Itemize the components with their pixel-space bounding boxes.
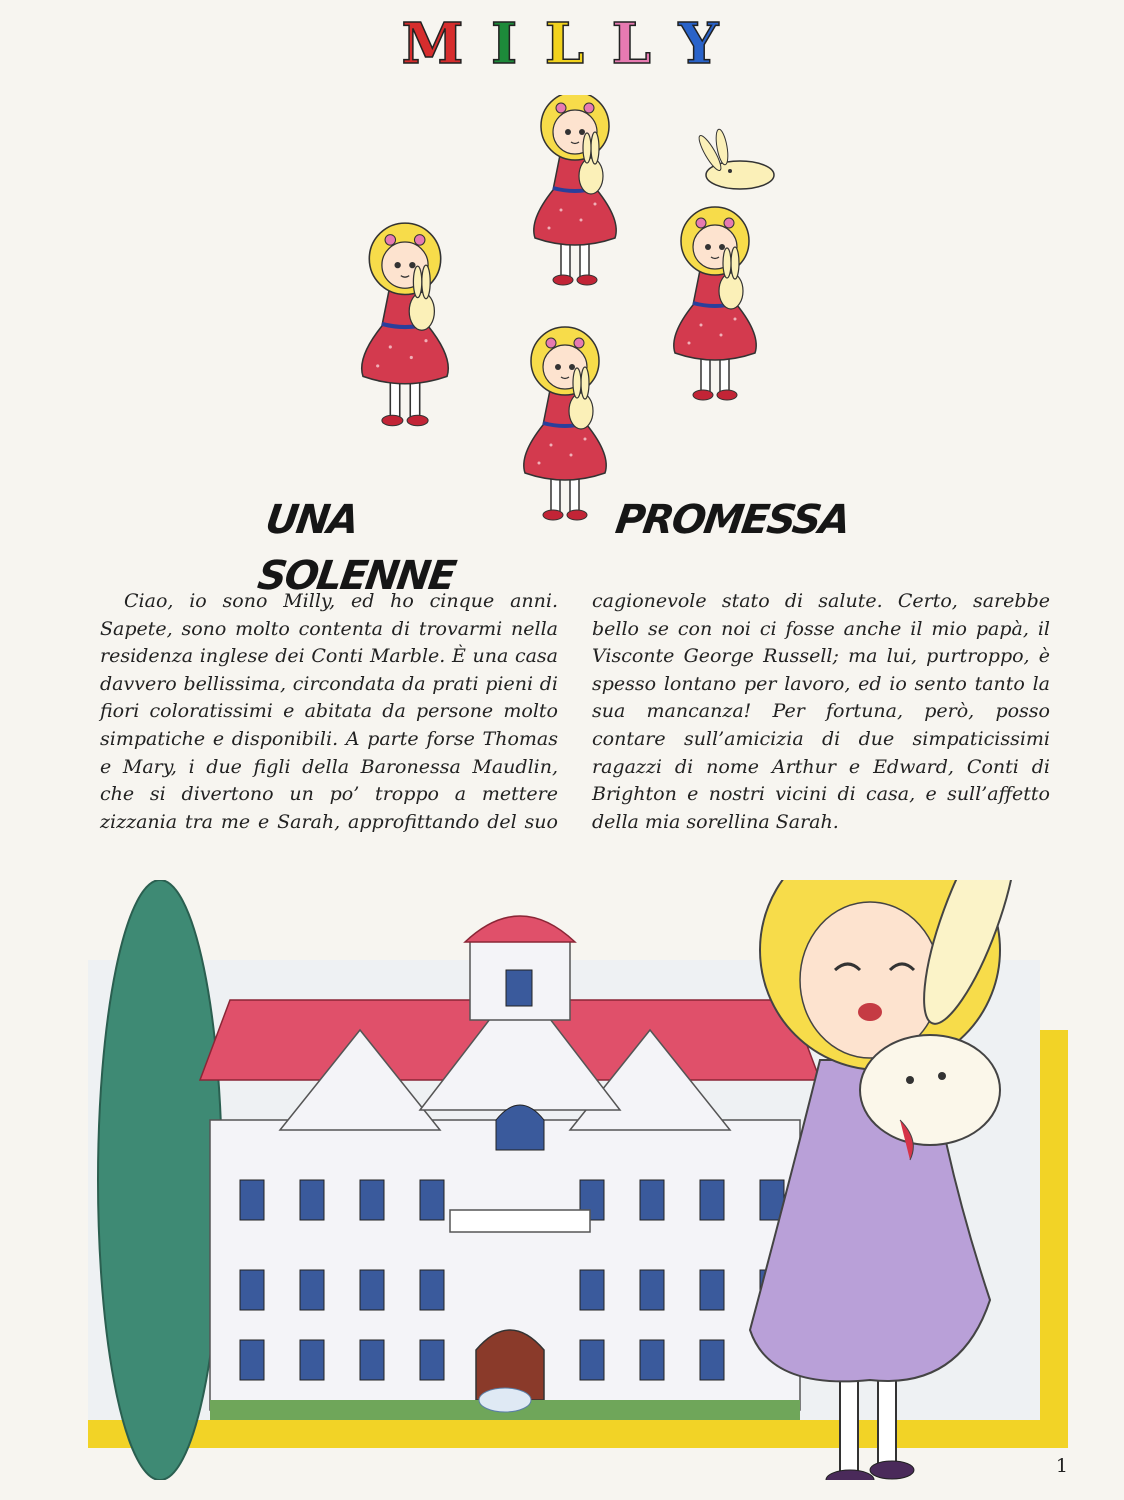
manor-house-illustration: [60, 880, 1070, 1480]
chapter-title-part2: PROMESSA: [612, 497, 852, 543]
story-text: [100, 588, 1050, 873]
milly-dancing-illustration: [330, 95, 810, 535]
title-letter-m: M: [401, 11, 468, 77]
story-paragraph: Ciao, io sono Milly, ed ho cinque anni. Sapete, sono molto contenta di trovarmi nella residenza inglese dei Conti Marble. È una casa davvero bellissima, circondata da prati pieni di fiori coloratissimi e abitata da persone molto simpatiche e disponibili. A parte forse Thomas e Mary, i due figli della Baronessa Maudlin, che si divertono un po’ troppo a mettere zizzania tra me e Sarah, approfittando del suo cagionevole stato di salute. Certo, sarebbe bello se con noi ci fosse anche il mio papà, il Visconte George Russell; ma lui, purtroppo, è spesso lontano per lavoro, ed io sento tanto la sua mancanza! Per fortuna, però, posso contare sull’amicizia di due simpaticissimi ragazzi di nome Arthur e Edward, Conti di Brighton e nostri vicini di casa, e sull’affetto della mia sorellina Sarah.: [100, 590, 1050, 833]
title-letter-l1: L: [544, 11, 589, 77]
yellow-frame: [88, 1420, 1068, 1448]
title-letter-i: I: [491, 11, 522, 77]
page-number: 1: [1055, 1455, 1068, 1477]
chapter-title-part1: UNA SOLENNE: [254, 497, 458, 599]
title-letter-l2: L: [611, 11, 655, 77]
title-letter-y: Y: [678, 11, 723, 77]
page-title: [0, 11, 1124, 77]
cypress-tree-left: [98, 880, 222, 1480]
fountain: [479, 1388, 531, 1412]
